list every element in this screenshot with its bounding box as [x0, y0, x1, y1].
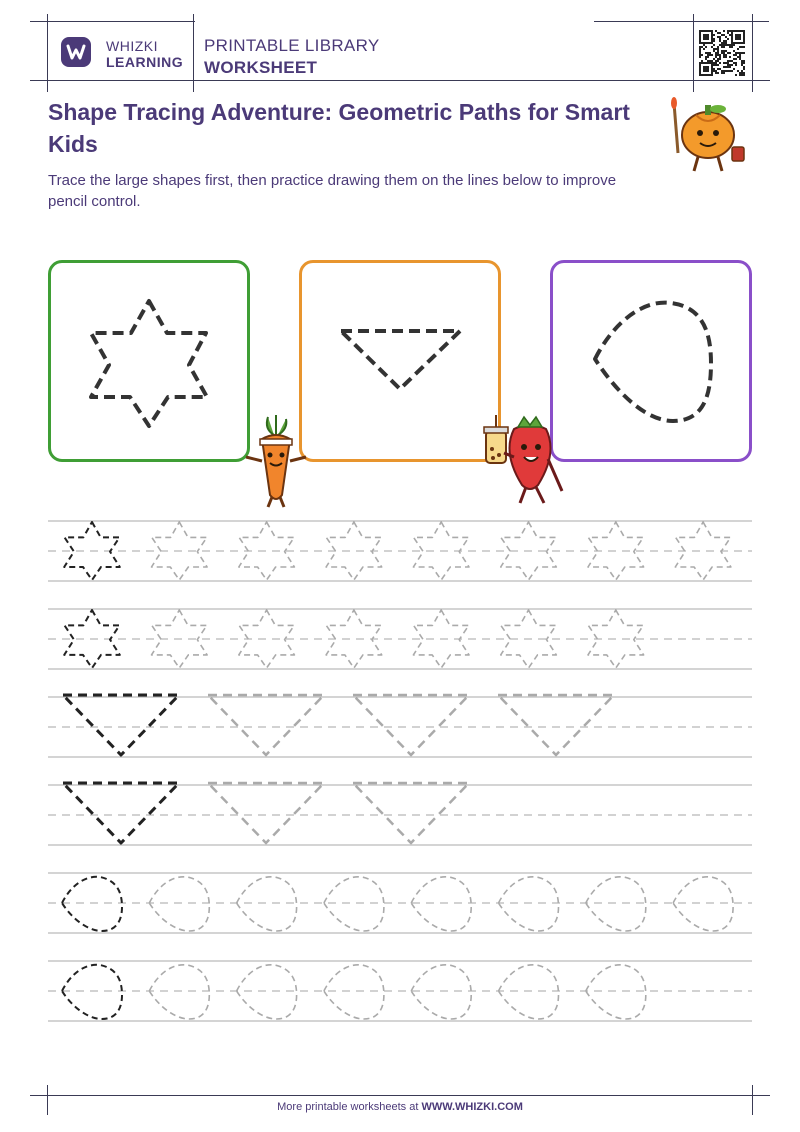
trace-triangle-icon: [353, 695, 469, 755]
trace-triangle-icon: [498, 695, 614, 755]
trace-triangle-icon: [208, 695, 324, 755]
brand-name: [106, 38, 183, 70]
trace-heart-icon: [149, 877, 209, 931]
footer-link[interactable]: WWW.WHIZKI.COM: [421, 1101, 523, 1113]
triangle-shape-box: [299, 260, 501, 462]
trace-heart-icon: [411, 965, 471, 1019]
practice-row-star: [48, 521, 752, 581]
footer-text: [0, 1101, 800, 1113]
page-title: Shape Tracing Adventure: Geometric Paths for Smart Kids: [48, 99, 630, 157]
practice-row-heart: [48, 873, 752, 933]
trace-triangle-icon: [353, 783, 469, 843]
trace-heart-icon: [673, 877, 733, 931]
trace-heart-icon: [237, 877, 297, 931]
trace-heart-icon: [411, 877, 471, 931]
practice-area: [0, 515, 800, 1055]
footer-rule: [30, 1095, 770, 1096]
example-heart-icon: [62, 965, 122, 1019]
header-divider-left: [47, 14, 48, 92]
footer-prefix: More printable worksheets at: [277, 1101, 422, 1113]
star-shape-box: [48, 260, 250, 462]
trace-triangle-icon: [208, 783, 324, 843]
page-subtitle: Trace the large shapes first, then practice drawing them on the lines below to improve pencil control.: [48, 172, 617, 210]
practice-row-star: [48, 609, 752, 669]
header-divider-mid: [193, 14, 194, 92]
heart-shape-box: [550, 260, 752, 462]
example-triangle-icon: [63, 783, 179, 843]
trace-heart-icon: [324, 965, 384, 1019]
brand-line1: WHIZKI: [106, 38, 158, 54]
carrot-mascot: [240, 413, 312, 509]
header-divider-right: [693, 14, 694, 92]
header-top-rule-right: [594, 21, 769, 22]
heart-trace-icon: [595, 303, 711, 421]
trace-heart-icon: [586, 877, 646, 931]
header-bottom-rule: [30, 80, 770, 81]
practice-row-heart: [48, 961, 752, 1021]
header-divider-far-right: [752, 14, 753, 92]
header-top-rule-left: [30, 21, 195, 22]
trace-heart-icon: [237, 965, 297, 1019]
example-triangle-icon: [63, 695, 179, 755]
trace-heart-icon: [586, 965, 646, 1019]
qr-code-icon: [699, 30, 745, 76]
library-label: [204, 35, 379, 79]
star-trace-icon: [91, 301, 207, 426]
strawberry-mascot: [478, 413, 570, 509]
triangle-trace-icon: [341, 331, 460, 389]
trace-heart-icon: [149, 965, 209, 1019]
library-line1: PRINTABLE LIBRARY: [204, 36, 380, 55]
trace-heart-icon: [499, 877, 559, 931]
w-logo-icon: [61, 37, 91, 67]
pumpkin-painter-mascot: [660, 97, 750, 177]
practice-row-triangle: [48, 695, 752, 757]
trace-heart-icon: [499, 965, 559, 1019]
practice-row-triangle: [48, 783, 752, 845]
trace-heart-icon: [324, 877, 384, 931]
example-heart-icon: [62, 877, 122, 931]
brand-line2: LEARNING: [106, 54, 184, 70]
library-line2: WORKSHEET: [204, 58, 318, 77]
